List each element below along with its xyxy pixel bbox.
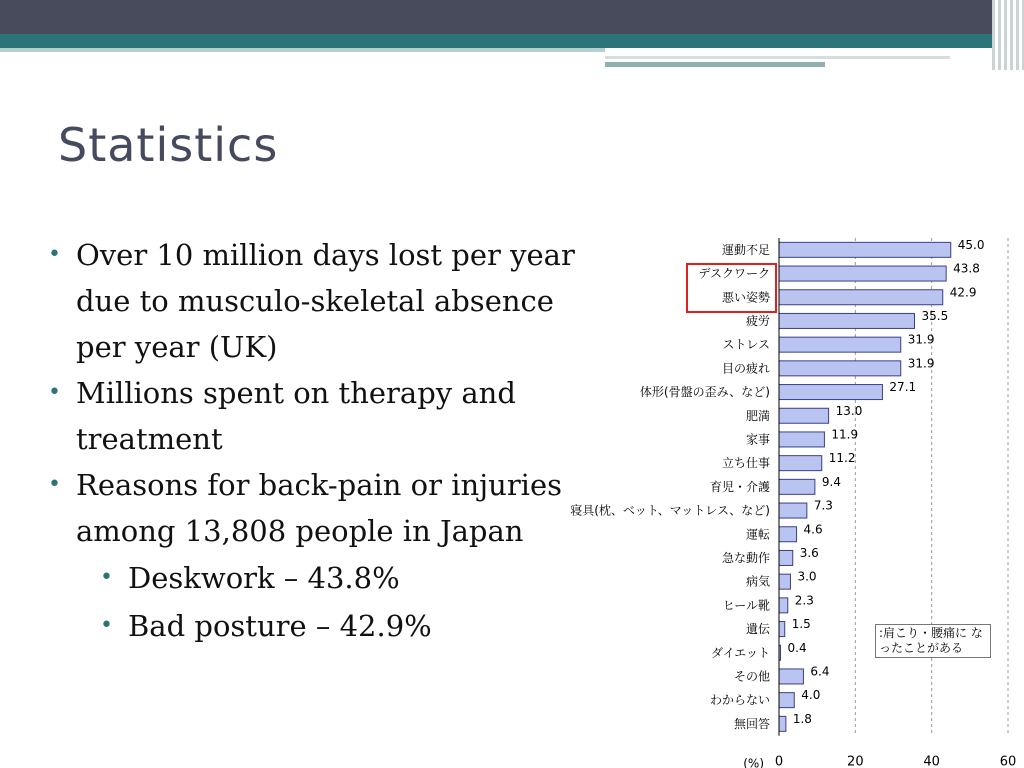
bar: [779, 290, 943, 305]
category-label: 体形(骨盤の歪み、など): [639, 385, 770, 400]
bar: [779, 527, 797, 542]
x-tick-label: 60: [999, 754, 1017, 768]
category-label: 悪い姿勢: [721, 290, 770, 305]
bar: [779, 361, 901, 376]
value-label: 9.4: [821, 474, 841, 489]
value-label: 43.8: [953, 261, 980, 276]
category-label: 疲労: [745, 313, 770, 328]
decor-stripes: [992, 0, 1024, 70]
value-label: 7.3: [813, 498, 833, 513]
category-label: 病気: [745, 574, 770, 589]
bar: [779, 503, 807, 518]
bullet-text: Millions spent on therapy and treatment: [76, 376, 516, 456]
value-label: 3.0: [797, 569, 817, 584]
bullet-dot-icon: •: [48, 472, 61, 497]
category-label: その他: [733, 669, 770, 684]
highlight-box: [686, 263, 777, 313]
bar: [779, 479, 815, 494]
category-label: 肥満: [745, 408, 770, 423]
value-label: 11.9: [831, 427, 859, 442]
bullet-text: Over 10 million days lost per year due to musculo-skeletal absence per year (UK): [76, 238, 575, 364]
bar: [779, 598, 788, 613]
category-label: ストレス: [722, 337, 770, 352]
sub-bullet-dot-icon: •: [100, 565, 113, 590]
sub-bullet-dot-icon: •: [100, 613, 113, 638]
category-label: 遺伝: [745, 622, 770, 637]
category-label: ヒール靴: [722, 598, 770, 613]
bar: [779, 313, 914, 328]
bullet-text: Reasons for back-pain or injuries among 13,808 people in Japan: [76, 468, 563, 548]
value-label: 11.2: [828, 451, 856, 466]
bar: [779, 693, 794, 708]
bullet-item: [48, 232, 588, 370]
x-tick-label: 0: [774, 754, 784, 768]
bar: [779, 622, 785, 637]
bullet-item: [48, 462, 588, 554]
value-label: 13.0: [835, 403, 863, 418]
bar: [779, 242, 951, 257]
accent-bar: [0, 34, 1024, 48]
value-label: 31.9: [907, 332, 935, 347]
category-label: 運動不足: [721, 242, 770, 257]
bar: [779, 456, 822, 471]
bullet-dot-icon: •: [48, 380, 61, 405]
category-label: わからない: [709, 693, 770, 708]
value-label: 42.9: [949, 285, 977, 300]
decor-line-b: [605, 62, 825, 67]
bar: [779, 550, 793, 565]
bullet-list: [48, 232, 588, 650]
sub-bullet-item: [48, 554, 588, 602]
category-label: デスクワーク: [698, 266, 770, 281]
value-label: 1.5: [791, 617, 811, 632]
top-bar: [0, 0, 1024, 34]
bullet-item: [48, 370, 588, 462]
sub-bullet-item: [48, 602, 588, 650]
sub-bullet-text: Bad posture – 42.9%: [128, 609, 432, 643]
value-label: 0.4: [787, 640, 807, 655]
x-tick-label: 20: [847, 754, 864, 768]
value-label: 4.0: [801, 688, 821, 703]
category-label: 無回答: [733, 716, 770, 731]
slide-title: Statistics: [58, 118, 279, 172]
category-label: 立ち仕事: [721, 456, 770, 471]
bar: [779, 432, 824, 447]
accent-line: [0, 48, 605, 52]
value-label: 27.1: [889, 380, 917, 395]
bar: [779, 337, 901, 352]
value-label: 6.4: [810, 664, 830, 679]
sub-bullet-text: Deskwork – 43.8%: [128, 561, 400, 595]
category-label: 寝具(枕、ベット、マットレス、など): [570, 503, 770, 518]
bullet-dot-icon: •: [48, 242, 61, 267]
bar: [779, 716, 786, 731]
category-label: 運転: [745, 527, 770, 542]
value-label: 35.5: [921, 308, 949, 323]
bar: [779, 385, 882, 400]
x-axis-label: (%): [743, 756, 764, 768]
value-label: 3.6: [799, 545, 819, 560]
value-label: 2.3: [794, 593, 814, 608]
chart-svg: [530, 230, 1024, 768]
bar: [779, 266, 946, 281]
bar: [779, 669, 803, 684]
chart-legend: :肩こり・腰痛に なったことがある: [875, 624, 991, 658]
category-label: ダイエット: [710, 645, 770, 660]
category-label: 急な動作: [721, 550, 770, 565]
category-label: 育児・介護: [709, 479, 770, 494]
bar: [779, 574, 790, 589]
bar-chart: [530, 230, 1024, 768]
decor-line-a: [605, 56, 950, 59]
category-label: 目の疲れ: [721, 361, 770, 376]
bar: [779, 408, 829, 423]
value-label: 4.6: [803, 522, 823, 537]
value-label: 1.8: [792, 711, 812, 726]
value-label: 45.0: [957, 237, 985, 252]
x-tick-label: 40: [923, 754, 940, 768]
value-label: 31.9: [907, 356, 935, 371]
category-label: 家事: [745, 432, 770, 447]
